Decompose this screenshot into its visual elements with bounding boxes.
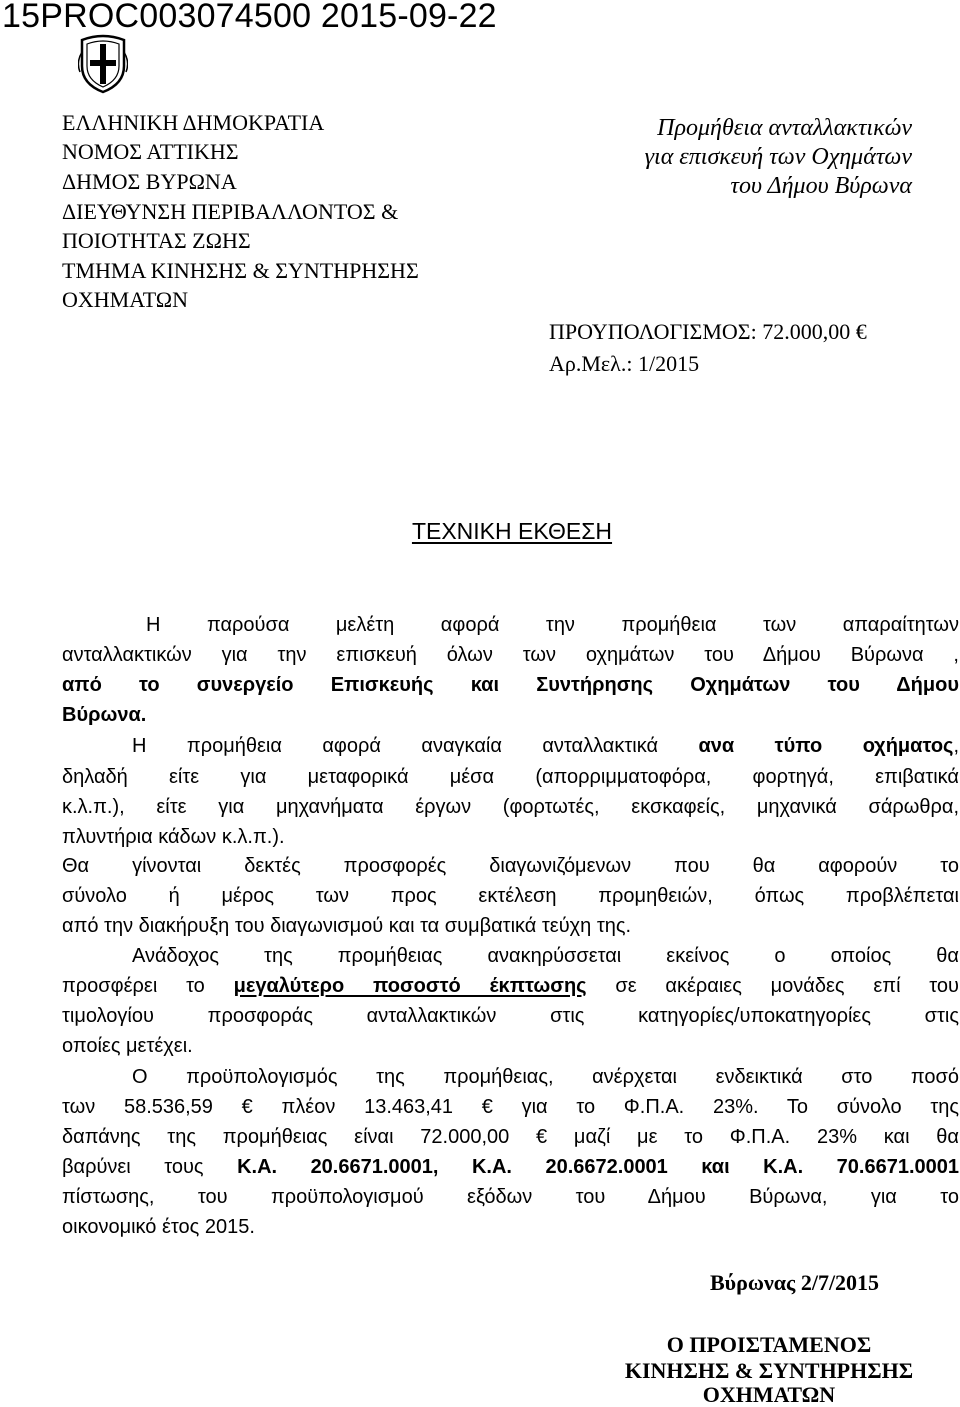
- body-line: [62, 1152, 959, 1182]
- body-line: τιμολογίου προσφοράς ανταλλακτικών στις κατηγορίες/υποκατηγορίες στις: [62, 1005, 959, 1027]
- body-line: Θα γίνονται δεκτές προσφορές διαγωνιζόμενων που θα αφορούν το: [62, 855, 959, 877]
- body-text: προσφέρει το: [62, 975, 234, 997]
- budget-line: [549, 318, 867, 346]
- issuer-line: ΔΗΜΟΣ ΒΥΡΩΝΑ: [62, 169, 237, 194]
- body-line: των 58.536,59 € πλέον 13.463,41 € για το Φ.Π.Α. 23%. Το σύνολο της: [62, 1096, 959, 1118]
- report-title: ΤΕΧΝΙΚΗ ΕΚΘΕΣΗ: [411, 518, 613, 544]
- signatory-title: Ο ΠΡΟΙΣΤΑΜΕΝΟΣ: [666, 1332, 872, 1357]
- subject-line: του Δήμου Βύρωνα: [730, 173, 912, 199]
- budget-codes-text: Κ.Α. 20.6671.0001, Κ.Α. 20.6672.0001 και Κ.Α. 70.6671.0001: [237, 1156, 959, 1178]
- body-line: πίστωσης, του προϋπολογισμού εξόδων του Δήμου Βύρωνα, για το: [62, 1186, 959, 1208]
- study-number-line: [549, 350, 699, 378]
- body-line: οποίες μετέχει.: [62, 1035, 193, 1057]
- body-line: Η παρούσα μελέτη αφορά την προμήθεια των απαραίτητων: [146, 614, 959, 636]
- body-line: οικονομικό έτος 2015.: [62, 1216, 255, 1238]
- body-line: δηλαδή είτε για μεταφορικά μέσα (απορριμματοφόρα, φορτηγά, επιβατικά: [62, 766, 959, 788]
- greek-coat-of-arms-icon: [78, 32, 128, 96]
- body-line: Ανάδοχος της προμήθειας ανακηρύσσεται εκείνος ο οποίος θα: [132, 945, 959, 967]
- subject-line: για επισκευή των Οχημάτων: [644, 144, 912, 170]
- body-text: βαρύνει τους: [62, 1156, 238, 1178]
- issuer-line: ΤΜΗΜΑ ΚΙΝΗΣΗΣ & ΣΥΝΤΗΡΗΣΗΣ: [62, 258, 419, 283]
- study-label: Αρ.Μελ.:: [549, 351, 633, 376]
- body-line: από το συνεργείο Επισκευής και Συντήρησης Οχημάτων του Δήμου: [62, 674, 959, 696]
- issuer-line: ΕΛΛΗΝΙΚΗ ΔΗΜΟΚΡΑΤΙΑ: [62, 110, 325, 135]
- budget-label: ΠΡΟΥΠΟΛΟΓΙΣΜΟΣ:: [549, 319, 757, 344]
- body-line: κ.λ.π.), είτε για μηχανήματα έργων (φορτωτές, εκσκαφείς, μηχανικά σάρωθρα,: [62, 796, 959, 818]
- emphasis-text: ανα τύπο οχήματος: [698, 735, 954, 757]
- issuer-line: ΠΟΙΟΤΗΤΑΣ ΖΩΗΣ: [62, 228, 251, 253]
- body-line: δαπάνης της προμήθειας είναι 72.000,00 € μαζί με το Φ.Π.Α. 23% και θα: [62, 1126, 959, 1148]
- body-line: ανταλλακτικών για την επισκευή όλων των οχημάτων του Δήμου Βύρωνα ,: [62, 644, 959, 666]
- body-text: σε ακέραιες μονάδες επί του: [586, 975, 959, 997]
- body-text: ,: [953, 735, 959, 757]
- body-line: [62, 971, 959, 1001]
- body-line: Ο προϋπολογισμός της προμήθειας, ανέρχεται ενδεικτικά στο ποσό: [132, 1066, 959, 1088]
- issuer-line: ΟΧΗΜΑΤΩΝ: [62, 287, 188, 312]
- procurement-subject: [645, 114, 912, 201]
- body-line: [132, 731, 959, 761]
- issuer-line: ΝΟΜΟΣ ΑΤΤΙΚΗΣ: [62, 139, 239, 164]
- subject-line: Προμήθεια ανταλλακτικών: [657, 115, 912, 141]
- body-text: Η προμήθεια αφορά αναγκαία ανταλλακτικά: [132, 735, 699, 757]
- signatory-title: ΟΧΗΜΑΤΩΝ: [702, 1382, 836, 1407]
- budget-amount: 72.000,00 €: [762, 319, 867, 344]
- body-line: πλυντήρια κάδων κ.λ.π.).: [62, 826, 285, 848]
- place-and-date: Βύρωνας 2/7/2015: [710, 1270, 880, 1295]
- document-id-stamp: 15PROC003074500 2015-09-22: [2, 0, 497, 35]
- body-line: Βύρωνα.: [62, 704, 147, 726]
- issuer-line: ΔΙΕΥΘΥΝΣΗ ΠΕΡΙΒΑΛΛΟΝΤΟΣ &: [62, 199, 399, 224]
- emphasis-underlined-text: μεγαλύτερο ποσοστό έκπτωσης: [233, 975, 587, 997]
- study-number: 1/2015: [637, 351, 700, 376]
- body-line: από την διακήρυξη του διαγωνισμού και τα συμβατικά τεύχη της.: [62, 915, 632, 937]
- signatory-title: ΚΙΝΗΣΗΣ & ΣΥΝΤΗΡΗΣΗΣ: [624, 1358, 914, 1383]
- body-line: σύνολο ή μέρος των προς εκτέλεση προμηθειών, όπως προβλέπεται: [62, 885, 959, 907]
